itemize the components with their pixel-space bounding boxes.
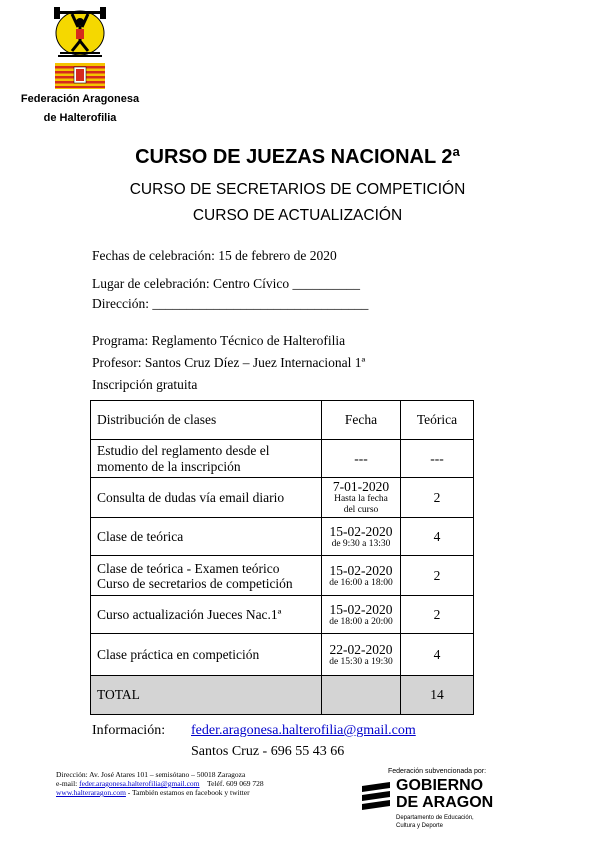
profesor: Profesor: Santos Cruz Díez – Juez Internacional 1ª xyxy=(92,355,366,370)
row-teorica: 2 xyxy=(401,596,474,634)
footer-web-line xyxy=(56,788,250,797)
gob-name-line2: DE ARAGON xyxy=(396,794,494,811)
header-distribucion: Distribución de clases xyxy=(91,401,322,440)
table-total-row xyxy=(91,676,474,715)
row-fecha-main: 15-02-2020 xyxy=(329,601,393,617)
footer-email-label: e-mail: xyxy=(56,779,80,788)
total-empty-cell xyxy=(322,676,401,715)
row-fecha-detalle: de 9:30 a 13:30 xyxy=(331,538,391,549)
gob-name-line1: GOBIERNO xyxy=(396,777,484,794)
row-clase: Clase práctica en competición xyxy=(91,634,322,676)
row-teorica: 4 xyxy=(401,634,474,676)
row-fecha-detalle: Hasta la fecha del curso xyxy=(334,494,388,515)
gobierno-logo-icon xyxy=(360,780,392,814)
org-name-line1: Federación Aragonesa xyxy=(20,93,140,105)
row-fecha-main: 15-02-2020 xyxy=(329,562,393,578)
footer-web-link[interactable]: www.halteraragon.com xyxy=(56,788,126,797)
row-fecha xyxy=(322,478,401,518)
lugar-celebracion: Lugar de celebración: Centro Cívico __________ xyxy=(92,276,361,291)
row-fecha-main: 22-02-2020 xyxy=(329,641,393,657)
table-row xyxy=(91,518,474,556)
gob-dept-line1: Departamento de Educación, xyxy=(396,815,474,821)
programa: Programa: Reglamento Técnico de Halterofilia xyxy=(92,333,346,348)
row-fecha xyxy=(322,518,401,556)
federation-logo xyxy=(52,5,108,89)
row-teorica: --- xyxy=(401,440,474,478)
row-teorica: 2 xyxy=(401,478,474,518)
footer-email-line xyxy=(56,779,264,788)
row-teorica: 4 xyxy=(401,518,474,556)
row-fecha xyxy=(322,556,401,596)
row-clase: Clase de teórica - Examen teórico Curso de secretarios de competición xyxy=(91,556,322,596)
info-label: Información: xyxy=(92,723,166,738)
row-fecha-detalle: de 16:00 a 18:00 xyxy=(329,577,393,588)
total-label: TOTAL xyxy=(91,676,322,715)
row-clase: Curso actualización Jueces Nac.1ª xyxy=(91,596,322,634)
total-value: 14 xyxy=(401,676,474,715)
row-clase: Estudio del reglamento desde el momento de la inscripción xyxy=(91,440,322,478)
subtitle-actualizacion: CURSO DE ACTUALIZACIÓN xyxy=(192,207,403,224)
direccion: Dirección: ________________________________ xyxy=(92,296,369,311)
footer-email-link[interactable]: feder.aragonesa.halterofilia@gmail.com xyxy=(79,779,200,788)
footer-social: - También estamos en facebook y twitter xyxy=(125,788,250,797)
header-fecha: Fecha xyxy=(322,401,401,440)
footer-phone: Teléf. 609 069 728 xyxy=(207,779,264,788)
gob-caption: Federación subvencionada por: xyxy=(388,768,487,775)
fechas-celebracion: Fechas de celebración: 15 de febrero de 2020 xyxy=(92,248,337,263)
table-row xyxy=(91,556,474,596)
subtitle-secretarios: CURSO DE SECRETARIOS DE COMPETICIÓN xyxy=(129,181,466,198)
row-fecha xyxy=(322,634,401,676)
row-fecha-main: 15-02-2020 xyxy=(329,523,393,539)
footer-address: Dirección: Av. José Atares 101 – semisótano – 50018 Zaragoza xyxy=(56,770,246,779)
table-row xyxy=(91,596,474,634)
row-teorica: 2 xyxy=(401,556,474,596)
info-contact: Santos Cruz - 696 55 43 66 xyxy=(191,744,345,759)
row-fecha xyxy=(322,440,401,478)
main-title: CURSO DE JUEZAS NACIONAL 2ª xyxy=(135,146,460,168)
gob-dept-line2: Cultura y Deporte xyxy=(396,823,444,829)
schedule-table xyxy=(90,400,474,715)
info-email-link[interactable]: feder.aragonesa.halterofilia@gmail.com xyxy=(191,723,416,738)
row-fecha-main: --- xyxy=(354,451,368,466)
row-clase: Consulta de dudas vía email diario xyxy=(91,478,322,518)
row-fecha-main: 7-01-2020 xyxy=(332,479,390,494)
inscripcion: Inscripción gratuita xyxy=(92,377,198,392)
row-clase: Clase de teórica xyxy=(91,518,322,556)
table-row xyxy=(91,634,474,676)
table-row xyxy=(91,440,474,478)
row-fecha xyxy=(322,596,401,634)
row-fecha-detalle: de 15:30 a 19:30 xyxy=(329,656,393,667)
table-row xyxy=(91,478,474,518)
gobierno-aragon-block xyxy=(360,768,540,838)
row-fecha-detalle: de 18:00 a 20:00 xyxy=(329,616,393,627)
header-teorica: Teórica xyxy=(401,401,474,440)
table-header-row xyxy=(91,401,474,440)
org-name-line2: de Halterofilia xyxy=(43,112,117,124)
